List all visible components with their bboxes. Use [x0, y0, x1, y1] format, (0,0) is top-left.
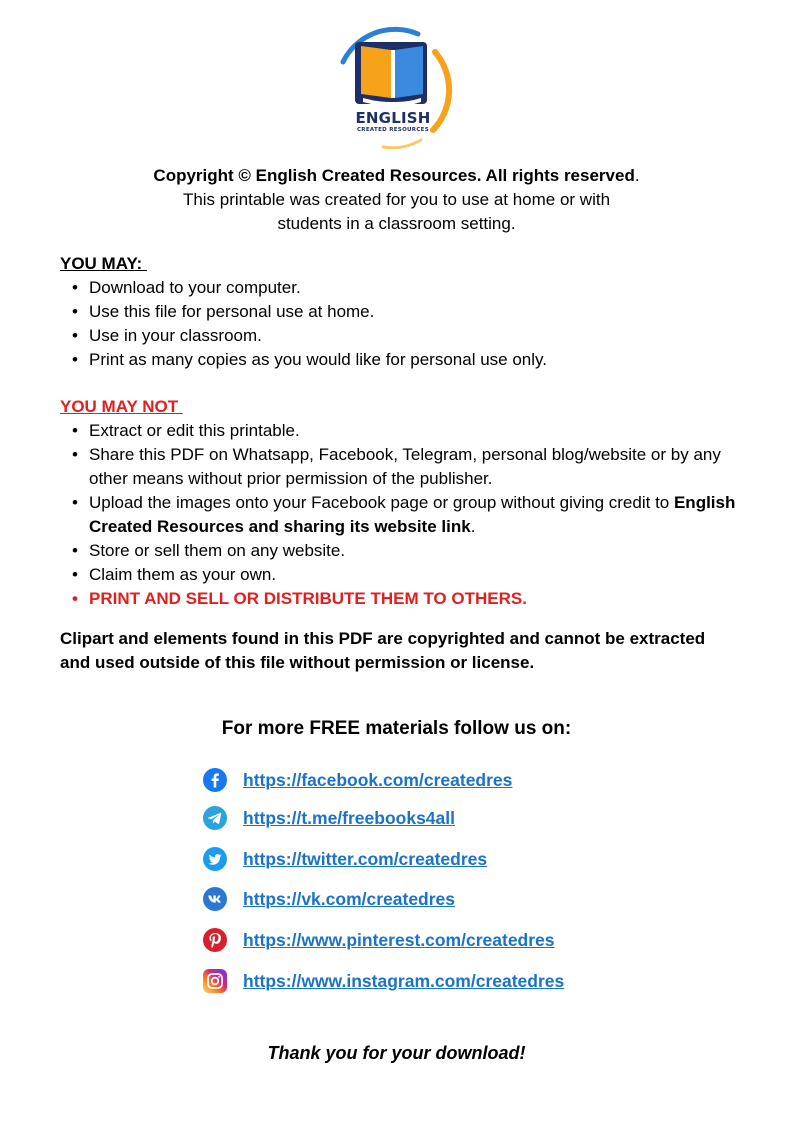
- facebook-link[interactable]: https://facebook.com/createdres: [243, 769, 513, 790]
- vk-link[interactable]: https://vk.com/createdres: [243, 888, 456, 909]
- twitter-link[interactable]: https://twitter.com/createdres: [243, 848, 488, 869]
- list-item: • Use in your classroom.: [60, 324, 740, 348]
- upload-bold-text: English Created Resources and sharing its website link: [89, 493, 736, 536]
- logo-title: ENGLISH: [355, 109, 431, 127]
- social-link-telegram[interactable]: [203, 804, 455, 832]
- list-item: • Claim them as your own.: [60, 563, 740, 587]
- usage-line-1: This printable was created for you to use at home or with: [182, 190, 611, 209]
- pinterest-link[interactable]: https://www.pinterest.com/createdres: [243, 929, 555, 950]
- upload-text: Upload the images onto your Facebook page or group without giving credit to: [89, 493, 674, 512]
- you-may-list: [60, 276, 740, 372]
- list-item: [60, 491, 740, 539]
- list-item: • Print as many copies as you would like for personal use only.: [60, 348, 740, 372]
- list-item: • Extract or edit this printable.: [60, 419, 740, 443]
- telegram-icon: [203, 806, 227, 830]
- social-link-twitter[interactable]: [203, 845, 487, 873]
- copyright-line: [0, 164, 793, 188]
- telegram-link[interactable]: https://t.me/freebooks4all: [243, 807, 455, 828]
- you-may-not-list: [60, 419, 740, 611]
- list-item: • Store or sell them on any website.: [60, 539, 740, 563]
- list-item-warning: • PRINT AND SELL OR DISTRIBUTE THEM TO OTHERS.: [60, 587, 740, 611]
- copyright-period: .: [634, 166, 640, 185]
- instagram-link[interactable]: https://www.instagram.com/createdres: [243, 970, 565, 991]
- pinterest-icon: [203, 928, 227, 952]
- vk-icon: [203, 887, 227, 911]
- social-link-vk[interactable]: [203, 885, 455, 913]
- you-may-not-heading: YOU MAY NOT: [60, 397, 183, 416]
- social-link-instagram[interactable]: [203, 967, 564, 995]
- social-link-facebook[interactable]: [203, 766, 512, 794]
- upload-period: .: [470, 517, 476, 536]
- you-may-heading: YOU MAY:: [60, 254, 147, 273]
- list-item: • Download to your computer.: [60, 276, 740, 300]
- logo-subtitle: CREATED RESOURCES: [356, 127, 430, 133]
- instagram-icon: [203, 969, 227, 993]
- clipart-notice: Clipart and elements found in this PDF are copyrighted and cannot be extracted and used outside of this file without permission or license.: [60, 629, 706, 672]
- list-item: • Share this PDF on Whatsapp, Facebook, Telegram, personal blog/website or by any other means without prior permission of the publisher.: [60, 443, 740, 491]
- usage-line-2: students in a classroom setting.: [277, 214, 516, 233]
- thank-you-message: Thank you for your download!: [267, 1043, 526, 1063]
- list-item: • Use this file for personal use at home.: [60, 300, 740, 324]
- facebook-icon: [203, 768, 227, 792]
- twitter-icon: [203, 847, 227, 871]
- social-link-pinterest[interactable]: [203, 926, 555, 954]
- logo: [323, 22, 463, 152]
- copyright-text: Copyright © English Created Resources. All rights reserved: [153, 166, 635, 185]
- follow-heading: For more FREE materials follow us on:: [221, 718, 572, 739]
